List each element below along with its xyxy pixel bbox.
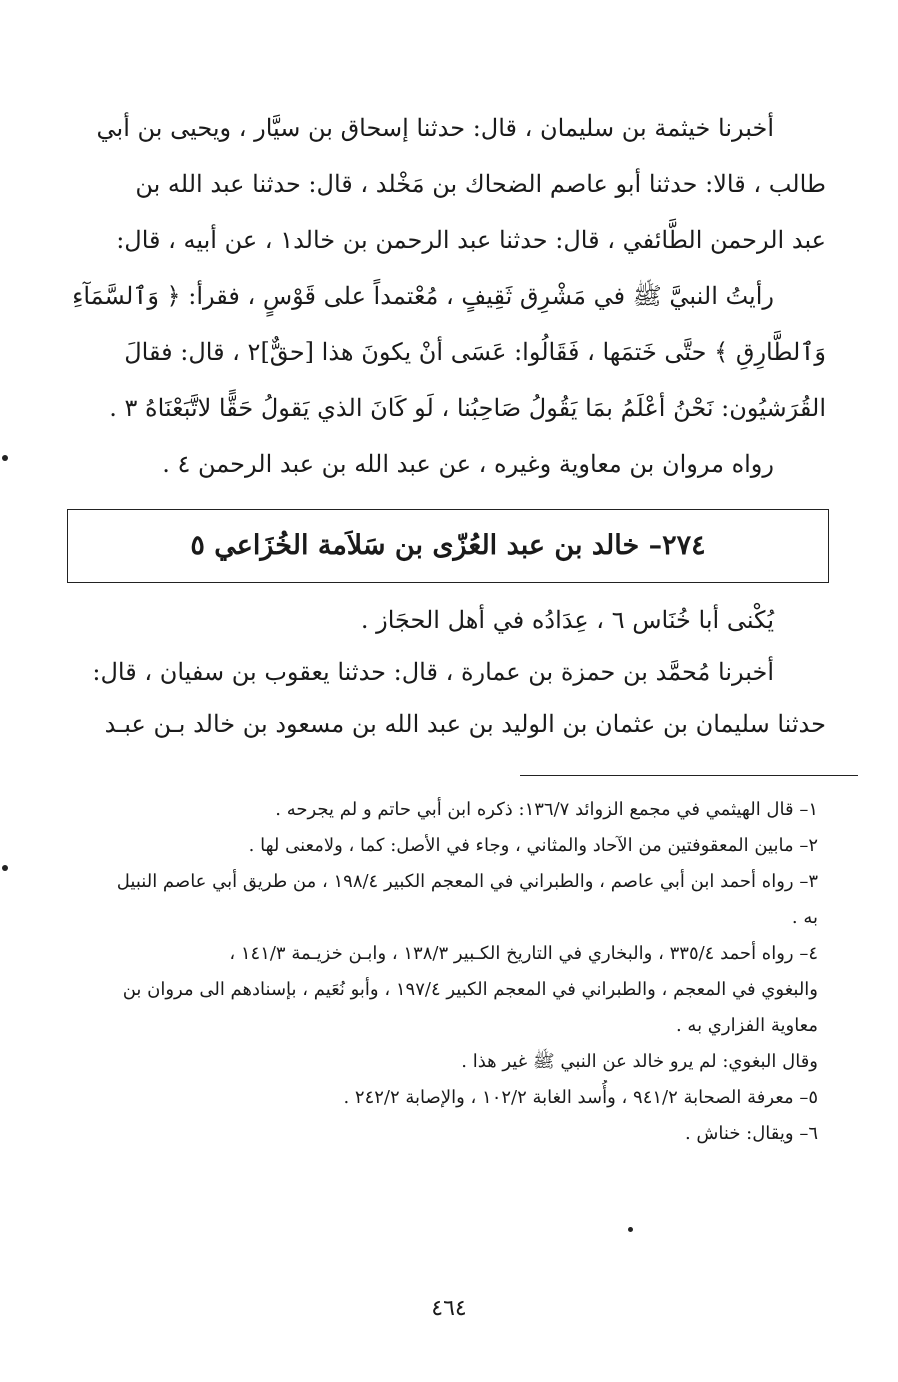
footnotes-block	[70, 792, 818, 1152]
text-line: رواه مروان بن معاوية وغيره ، عن عبد الله بن عبد الرحمن ٤ .	[162, 450, 774, 478]
section-heading: ٢٧٤– خالد بن عبد العُزّى بن سَلاَمة الخُزَاعي ٥	[190, 530, 706, 561]
text-line: عبد الرحمن الطَّائفي ، قال: حدثنا عبد الرحمن بن خالد١ ، عن أبيه ، قال:	[116, 226, 826, 254]
scan-speck	[628, 1227, 633, 1232]
text-line: يُكْنى أبا خُنَاس ٦ ، عِدَادُه في أهل الحجَاز .	[360, 606, 774, 634]
footnote-line: معاوية الفزاري به .	[675, 1015, 818, 1036]
scan-speck	[2, 865, 8, 871]
footnote-separator	[520, 775, 858, 776]
main-text-block	[70, 100, 826, 492]
text-line: حدثنا سليمان بن عثمان بن الوليد بن عبد الله بن مسعود بن خالد بـن عبـد	[104, 710, 826, 738]
text-line: أخبرنا مُحمَّد بن حمزة بن عمارة ، قال: حدثنا يعقوب بن سفيان ، قال:	[92, 658, 774, 686]
footnote-line: ٦– ويقال: خناش .	[684, 1123, 818, 1144]
footnote-line: ٥– معرفة الصحابة ٩٤١/٢ ، وأُسد الغابة ١٠٢/٢ ، والإصابة ٢٤٢/٢ .	[343, 1087, 818, 1108]
text-line: طالب ، قالا: حدثنا أبو عاصم الضحاك بن مَخْلد ، قال: حدثنا عبد الله بن	[135, 170, 826, 198]
text-line: رأيتُ النبيَّ ﷺ في مَشْرِق ثَقِيفٍ ، مُعْتمداً على قَوْسٍ ، فقرأ: ﴿ وَٱلسَّمَآءِ	[72, 282, 774, 310]
text-line: أخبرنا خيثمة بن سليمان ، قال: حدثنا إسحاق بن سيَّار ، ويحيى بن أبي	[96, 114, 774, 142]
footnote-line: ١– قال الهيثمي في مجمع الزوائد ١٣٦/٧: ذكره ابن أبي حاتم و لم يجرحه .	[275, 799, 818, 820]
footnote-line: وقال البغوي: لم يرو خالد عن النبي ﷺ غير هذا .	[461, 1051, 818, 1072]
footnote-line: به .	[791, 907, 818, 928]
scan-speck	[2, 455, 8, 461]
footnote-line: والبغوي في المعجم ، والطبراني في المعجم الكبير ١٩٧/٤ ، وأبو نُعَيم ، بإسنادهم الى مروان بن	[122, 979, 818, 1000]
footnote-line: ٤– رواه أحمد ٣٣٥/٤ ، والبخاري في التاريخ الكـبير ١٣٨/٣ ، وابـن خزيـمة ١٤١/٣ ،	[229, 943, 818, 964]
page-number: ٤٦٤	[431, 1296, 467, 1321]
footnote-line: ٣– رواه أحمد ابن أبي عاصم ، والطبراني في المعجم الكبير ١٩٨/٤ ، من طريق أبي عاصم النبيل	[116, 871, 818, 892]
text-line: وَٱلطَّارِقِ ﴾ حتَّى خَتمَها ، فَقَالُوا: عَسَى أنْ يكونَ هذا [حقٌّ]٢ ، قال: فقالَ	[124, 338, 826, 366]
section-heading-box	[67, 509, 829, 583]
footnote-line: ٢– مابين المعقوفتين من الآحاد والمثاني ، وجاء في الأصل: كما ، ولامعنى لها .	[248, 835, 818, 856]
text-line: القُرَشيُون: نَحْنُ أعْلَمُ بمَا يَقُولُ صَاحِبُنا ، لَو كَانَ الذي يَقولُ حَقًّا لاتَّبَعْنَاهُ ٣ .	[109, 394, 826, 422]
entry-text-block	[70, 594, 826, 750]
